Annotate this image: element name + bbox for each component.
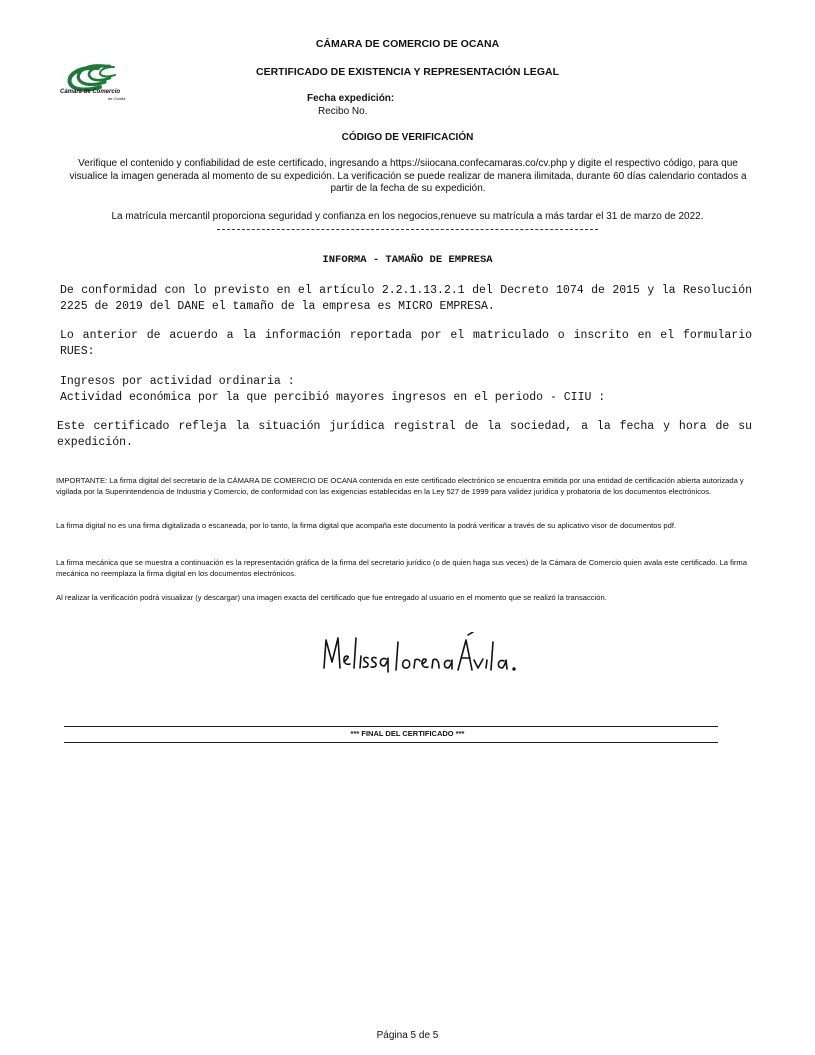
fecha-expedicion-label: Fecha expedición: xyxy=(307,93,395,104)
economic-activity-line: Actividad económica por la que percibió mayores ingresos en el periodo - CIIU : xyxy=(60,390,606,404)
income-line: Ingresos por actividad ordinaria : xyxy=(60,375,295,388)
important-notice: IMPORTANTE: La firma digital del secretario de la CÁMARA DE COMERCIO DE OCANA contenida en este certificado electrónico se encuentra emitida por una entidad de certificación abierta autorizada y vigilada por la Superintendencia de Industria y Comercio, de conformidad con las exigencias establecidas en la Ley 527 de 1999 para validez jurídica y probatoria de los documentos electrónicos. xyxy=(56,476,744,496)
legal-status-paragraph: Este certificado refleja la situación jurídica registral de la sociedad, a la fecha y hora de su expedición. xyxy=(57,420,752,449)
end-of-certificate: *** FINAL DEL CERTIFICADO *** xyxy=(350,729,465,738)
footer-line-top xyxy=(64,726,718,727)
digital-signature-notice: La firma digital no es una firma digitalizada o escaneada, por lo tanto, la firma digital que acompaña este documento la podrá verificar a través de su aplicativo visor de documentos pdf. xyxy=(56,521,677,530)
mechanical-signature-notice: La firma mecánica que se muestra a continuación es la representación gráfica de la firma del secretario jurídico (o de quien haga sus veces) de la Cámara de Comercio quien avala este certificado. La firma mecánica no reemplaza la firma digital en los documentos electrónicos. xyxy=(56,558,747,578)
company-size-paragraph: De conformidad con lo previsto en el artículo 2.2.1.13.2.1 del Decreto 1074 de 2015 y la Resolución 2225 de 2019 del DANE el tamaño de la empresa es MICRO EMPRESA. xyxy=(60,284,752,313)
logo-subtext: de Ocaña xyxy=(108,96,126,101)
income-info xyxy=(60,374,752,405)
verification-instructions: Verifique el contenido y confiabilidad de este certificado, ingresando a https://siiocana.confecamaras.co/cv.php y digite el respectivo código, para que visualice la imagen generada al momento de su expedición. La verificación se puede realizar de manera ilimitada, durante 60 días calendario contados a partir de la fecha de su expedición. xyxy=(69,158,747,194)
dashed-divider xyxy=(217,229,598,230)
handwritten-signature xyxy=(318,632,518,676)
verification-code-heading: CÓDIGO DE VERIFICACIÓN xyxy=(341,132,474,143)
chamber-of-commerce-logo xyxy=(58,60,148,106)
organization-name: CÁMARA DE COMERCIO DE OCANA xyxy=(315,38,500,50)
renewal-notice: La matrícula mercantil proporciona seguridad y confianza en los negocios,renueve su matrícula a más tardar el 31 de marzo de 2022. xyxy=(111,211,704,222)
rues-info-paragraph: Lo anterior de acuerdo a la información reportada por el matriculado o inscrito en el formulario RUES: xyxy=(60,329,752,358)
recibo-label: Recibo No. xyxy=(318,106,368,117)
logo-text: Cámara de Comercio xyxy=(60,89,121,95)
footer-line-bottom xyxy=(64,742,718,743)
page-number: Página 5 de 5 xyxy=(376,1030,439,1041)
document-title: CERTIFICADO DE EXISTENCIA Y REPRESENTACIÓN LEGAL xyxy=(256,66,559,78)
verification-notice: Al realizar la verificación podrá visualizar (y descargar) una imagen exacta del certificado que fue entregado al usuario en el momento que se realizó la transacción. xyxy=(56,593,607,602)
section-title: INFORMA - TAMAÑO DE EMPRESA xyxy=(322,254,493,266)
